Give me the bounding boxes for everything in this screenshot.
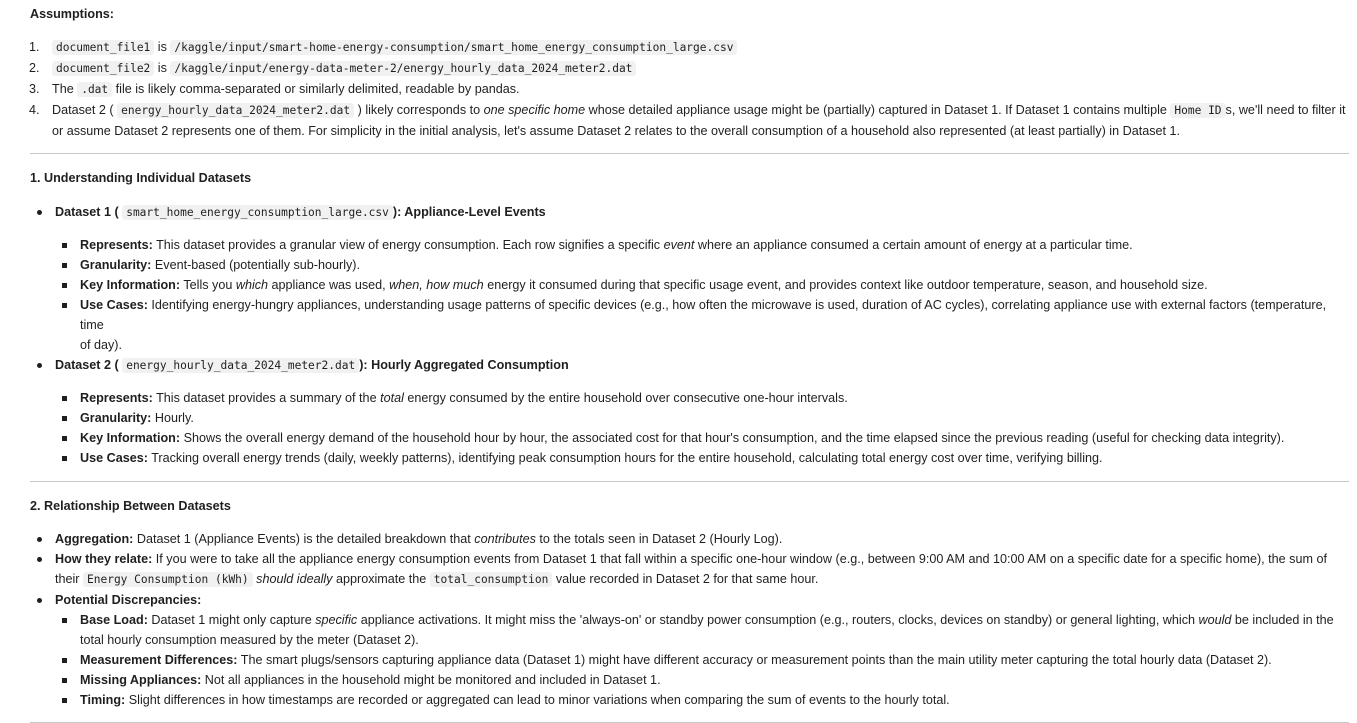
list-item: Measurement Differences: The smart plugs/sensors capturing appliance data (Dataset 1) might have different accuracy or measurement points than the main utility meter capturing the total hourly data (Dataset 2). xyxy=(55,650,1349,670)
section-heading: 2. Relationship Between Datasets xyxy=(30,499,231,513)
list-item: Granularity: Event-based (potentially sub-hourly). xyxy=(55,255,1349,275)
inline-code: .dat xyxy=(77,82,112,97)
inline-code: document_file2 xyxy=(52,61,154,76)
list-item: Represents: This dataset provides a summary of the total energy consumed by the entire household over consecutive one-hour intervals. xyxy=(55,388,1349,408)
inline-code: document_file1 xyxy=(52,40,154,55)
list-item: Timing: Slight differences in how timestamps are recorded or aggregated can lead to minor variations when comparing the sum of events to the hourly total. xyxy=(55,690,1349,710)
dataset-list xyxy=(30,202,1349,468)
assumption-item: 3. The .dat file is likely comma-separated or similarly delimited, readable by pandas. xyxy=(29,82,520,96)
assumptions-list xyxy=(30,37,1349,141)
list-item: Key Information: Tells you which appliance was used, when, how much energy it consumed during that specific usage event, and provides context like outdoor temperature, season, and household size. xyxy=(55,275,1349,295)
dataset-2-item: Dataset 2 ( energy_hourly_data_2024_meter2.dat ): Hourly Aggregated Consumption Represents: This dataset provides a summary of the total energy consumed by the entire household over consecutive one-hour intervals. Granularity: Hourly. Key Information: Shows the overall energy demand of the household hour by hour, the associated cost for that hour's consumption, and the time elapsed since the previous reading (useful for checking data integrity). Use Cases: Tracking overall energy trends (daily, weekly patterns), identifying peak consumption hours for the entire household, calculating total energy cost over time, verifying billing. xyxy=(30,355,1349,468)
assumption-item: 4. Dataset 2 ( energy_hourly_data_2024_meter2.dat ) likely corresponds to one specific home whose detailed appliance usage might be (partially) captured in Dataset 1. If Dataset 1 contains multiple Home ID s, we'll need to filter it or assume Dataset 2 represents one of them. For simplicity in the initial analysis, let's assume Dataset 2 relates to the overall consumption of a household also represented (at least partially) in Dataset 1. xyxy=(29,103,1346,138)
inline-code: energy_hourly_data_2024_meter2.dat xyxy=(117,103,354,118)
inline-code: /kaggle/input/smart-home-energy-consumption/smart_home_energy_consumption_large.csv xyxy=(170,40,737,55)
list-item: Use Cases: Tracking overall energy trends (daily, weekly patterns), identifying peak consumption hours for the entire household, calculating total energy cost over time, verifying billing. xyxy=(55,448,1349,468)
list-item: Missing Appliances: Not all appliances in the household might be monitored and included in Dataset 1. xyxy=(55,670,1349,690)
section-heading: 1. Understanding Individual Datasets xyxy=(30,171,252,185)
inline-code: energy_hourly_data_2024_meter2.dat xyxy=(122,358,359,373)
list-item: Aggregation: Dataset 1 (Appliance Events) is the detailed breakdown that contributes to the totals seen in Dataset 2 (Hourly Log). xyxy=(30,529,1349,549)
inline-code: smart_home_energy_consumption_large.csv xyxy=(122,205,393,220)
assumptions-title: Assumptions: xyxy=(30,7,114,21)
list-item: Base Load: Dataset 1 might only capture specific appliance activations. It might miss the 'always-on' or standby power consumption (e.g., routers, clocks, devices on standby) or general lighting, which would be included in the total hourly consumption measured by the meter (Dataset 2). xyxy=(55,610,1349,650)
inline-code: total_consumption xyxy=(430,572,553,587)
list-item: Potential Discrepancies: Base Load: Dataset 1 might only capture specific appliance activations. It might miss the 'always-on' or standby power consumption (e.g., routers, clocks, devices on standby) or general lighting, which would be included in the total hourly consumption measured by the meter (Dataset 2). Measurement Differences: The smart plugs/sensors capturing appliance data (Dataset 1) might have different accuracy or measurement points than the main utility meter capturing the total hourly data (Dataset 2). Missing Appliances: Not all appliances in the household might be monitored and included in Dataset 1. Timing: Slight differences in how timestamps are recorded or aggregated can lead to minor variations when comparing the sum of events to the hourly total. xyxy=(30,590,1349,710)
list-item: Granularity: Hourly. xyxy=(55,408,1349,428)
discrepancy-list xyxy=(55,610,1349,710)
dataset-2-details xyxy=(55,388,1349,468)
inline-code: Home ID xyxy=(1170,103,1225,118)
list-item: Use Cases: Identifying energy-hungry appliances, understanding usage patterns of specific devices (e.g., how often the microwave is used, duration of AC cycles), correlating appliance use with external factors (temperature, time of day). xyxy=(55,295,1349,355)
dataset-1-item: Dataset 1 ( smart_home_energy_consumption_large.csv ): Appliance-Level Events Represents: This dataset provides a granular view of energy consumption. Each row signifies a specific event where an appliance consumed a certain amount of energy at a particular time. Granularity: Event-based (potentially sub-hourly). Key Information: Tells you which appliance was used, when, how much energy it consumed during that specific usage event, and provides context like outdoor temperature, season, and household size. Use Cases: Identifying energy-hungry appliances, understanding usage patterns of specific devices (e.g., how often the microwave is used, duration of AC cycles), correlating appliance use with external factors (temperature, time of day). xyxy=(30,202,1349,355)
inline-code: Energy Consumption (kWh) xyxy=(83,572,253,587)
dataset-1-details xyxy=(55,235,1349,355)
list-item: How they relate: If you were to take all the appliance energy consumption events from Dataset 1 that fall within a specific one-hour window (e.g., between 9:00 AM and 10:00 AM on a specific date for a specific home), the sum of their Energy Consumption (kWh) should ideally approximate the total_consumption value recorded in Dataset 2 for that same hour. xyxy=(30,549,1349,590)
assumption-item: 1. document_file1 is /kaggle/input/smart-home-energy-consumption/smart_home_energy_consumption_large.csv xyxy=(30,37,1349,58)
list-item: Key Information: Shows the overall energy demand of the household hour by hour, the associated cost for that hour's consumption, and the time elapsed since the previous reading (useful for checking data integrity). xyxy=(55,428,1349,448)
relationship-list xyxy=(30,529,1349,710)
inline-code: /kaggle/input/energy-data-meter-2/energy_hourly_data_2024_meter2.dat xyxy=(170,61,636,76)
assumption-item: 2. document_file2 is /kaggle/input/energy-data-meter-2/energy_hourly_data_2024_meter2.dat xyxy=(30,58,1349,79)
list-item: Represents: This dataset provides a granular view of energy consumption. Each row signifies a specific event where an appliance consumed a certain amount of energy at a particular time. xyxy=(55,235,1349,255)
